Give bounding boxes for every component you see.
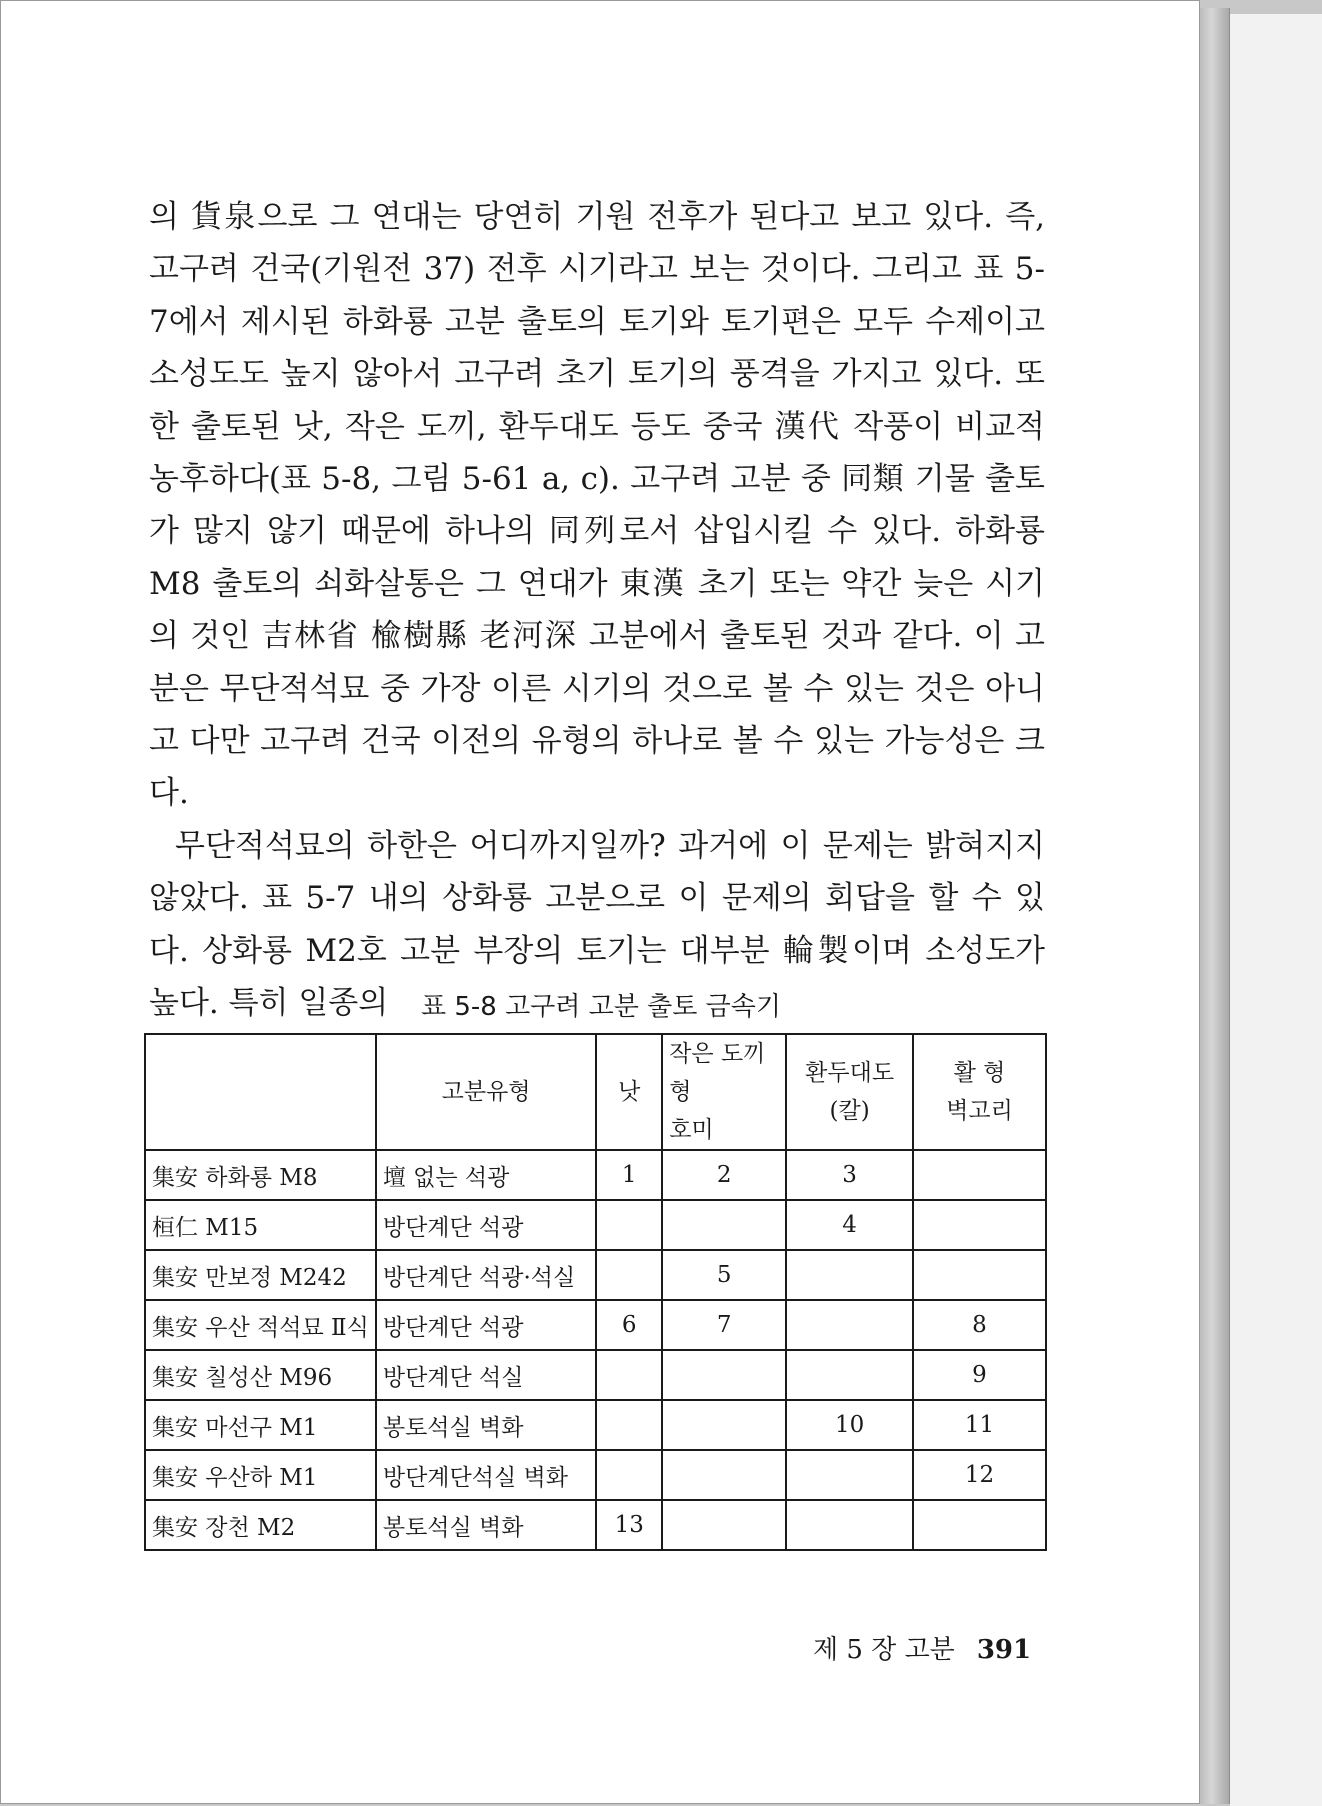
cell-sickle: [596, 1350, 662, 1400]
header-small-axe: [662, 1034, 786, 1150]
cell-small-axe: [662, 1400, 786, 1450]
page-number: 391: [976, 1635, 1032, 1665]
cell-sickle: 13: [596, 1500, 662, 1550]
table-row: [145, 1150, 1046, 1200]
header-small-axe-line1: 작은 도끼형: [669, 1041, 766, 1105]
cell-small-axe: [662, 1350, 786, 1400]
cell-tomb-name: 集安 만보정 M242: [145, 1250, 376, 1300]
cell-tomb-name: 集安 마선구 M1: [145, 1400, 376, 1450]
header-small-axe-line2: 호미: [669, 1117, 714, 1143]
cell-tomb-type: 방단계단석실 벽화: [376, 1450, 596, 1500]
table-row: [145, 1400, 1046, 1450]
header-ring-pommel-sword: [786, 1034, 913, 1150]
cell-tomb-name: 集安 우산 적석묘 Ⅱ식: [145, 1300, 376, 1350]
page-shadow: [1230, 14, 1322, 1806]
cell-sickle: [596, 1200, 662, 1250]
cell-small-axe: 2: [662, 1150, 786, 1200]
header-sword-line1: 환두대도: [805, 1060, 895, 1086]
cell-wall-ring: [913, 1200, 1046, 1250]
cell-wall-ring: 12: [913, 1450, 1046, 1500]
table-header-row: [145, 1034, 1046, 1150]
cell-tomb-name: 集安 장천 M2: [145, 1500, 376, 1550]
page-footer: [813, 1629, 1031, 1666]
chapter-label: 제 5 장 고분: [813, 1635, 955, 1665]
header-bow-wall-ring: [913, 1034, 1046, 1150]
book-page-edge: [1200, 8, 1230, 1804]
header-bow-line2: 벽고리: [946, 1098, 1013, 1124]
cell-sickle: 1: [596, 1150, 662, 1200]
table-caption: 표 5-8 고구려 고분 출토 금속기: [420, 992, 782, 1022]
cell-sword: [786, 1450, 913, 1500]
header-tomb: [145, 1034, 376, 1150]
cell-wall-ring: 9: [913, 1350, 1046, 1400]
cell-sickle: [596, 1450, 662, 1500]
cell-sword: [786, 1250, 913, 1300]
header-tomb-type: 고분유형: [376, 1034, 596, 1150]
cell-tomb-type: 방단계단 석광·석실: [376, 1250, 596, 1300]
paragraph-1: 의 貨泉으로 그 연대는 당연히 기원 전후가 된다고 보고 있다. 즉, 고구려 건국(기원전 37) 전후 시기라고 보는 것이다. 그리고 표 5-7에서 제시된 하화룡 고분 출토의 토기와 토기편은 모두 수제이고 소성도도 높지 않아서 고구려 초기 토기의 풍격을 가지고 있다. 또한 출토된 낫, 작은 도끼, 환두대도 등도 중국 漢代 작풍이 비교적 농후하다(표 5-8, 그림 5-61 a, c). 고구려 고분 중 同類 기물 출토가 많지 않기 때문에 하나의 同列로서 삽입시킬 수 있다. 하화룡 M8 출토의 쇠화살통은 그 연대가 東漢 초기 또는 약간 늦은 시기의 것인 吉林省 楡樹縣 老河深 고분에서 출토된 것과 같다. 이 고분은 무단적석묘 중 가장 이른 시기의 것으로 볼 수 있는 것은 아니고 다만 고구려 건국 이전의 유형의 하나로 볼 수 있는 가능성은 크다.: [149, 199, 1045, 812]
cell-sickle: 6: [596, 1300, 662, 1350]
header-sickle: 낫: [596, 1034, 662, 1150]
cell-tomb-type: 방단계단 석광: [376, 1200, 596, 1250]
cell-sword: 10: [786, 1400, 913, 1450]
cell-sword: [786, 1500, 913, 1550]
metal-artifacts-table: [144, 1033, 1047, 1551]
table-row: [145, 1200, 1046, 1250]
cell-tomb-type: 방단계단 석광: [376, 1300, 596, 1350]
cell-sword: [786, 1300, 913, 1350]
cell-small-axe: [662, 1500, 786, 1550]
table-row: [145, 1350, 1046, 1400]
cell-sword: [786, 1350, 913, 1400]
table-row: [145, 1250, 1046, 1300]
cell-wall-ring: [913, 1150, 1046, 1200]
cell-tomb-name: 集安 칠성산 M96: [145, 1350, 376, 1400]
cell-sword: 3: [786, 1150, 913, 1200]
table-row: [145, 1450, 1046, 1500]
cell-sickle: [596, 1400, 662, 1450]
cell-tomb-type: 봉토석실 벽화: [376, 1500, 596, 1550]
cell-tomb-name: 桓仁 M15: [145, 1200, 376, 1250]
cell-small-axe: 5: [662, 1250, 786, 1300]
table-row: [145, 1500, 1046, 1550]
cell-tomb-type: 방단계단 석실: [376, 1350, 596, 1400]
header-sword-line2: (칼): [829, 1098, 870, 1124]
cell-tomb-name: 集安 하화룡 M8: [145, 1150, 376, 1200]
cell-tomb-type: 壇 없는 석광: [376, 1150, 596, 1200]
cell-wall-ring: 11: [913, 1400, 1046, 1450]
cell-sword: 4: [786, 1200, 913, 1250]
cell-small-axe: 7: [662, 1300, 786, 1350]
cell-sickle: [596, 1250, 662, 1300]
cell-wall-ring: 8: [913, 1300, 1046, 1350]
header-bow-line1: 활 형: [953, 1060, 1006, 1086]
cell-tomb-name: 集安 우산하 M1: [145, 1450, 376, 1500]
cell-small-axe: [662, 1200, 786, 1250]
table-row: [145, 1300, 1046, 1350]
paragraph-2: 무단적석묘의 하한은 어디까지일까? 과거에 이 문제는 밝혀지지 않았다. 표 5-7 내의 상화룡 고분으로 이 문제의 회답을 할 수 있다. 상화룡 M2호 고분 부장의 토기는 대부분 輪製이며 소성도가 높다. 특히 일종의: [149, 827, 1045, 1022]
cell-small-axe: [662, 1450, 786, 1500]
cell-tomb-type: 봉토석실 벽화: [376, 1400, 596, 1450]
body-text: [149, 191, 1045, 1030]
cell-wall-ring: [913, 1250, 1046, 1300]
cell-wall-ring: [913, 1500, 1046, 1550]
